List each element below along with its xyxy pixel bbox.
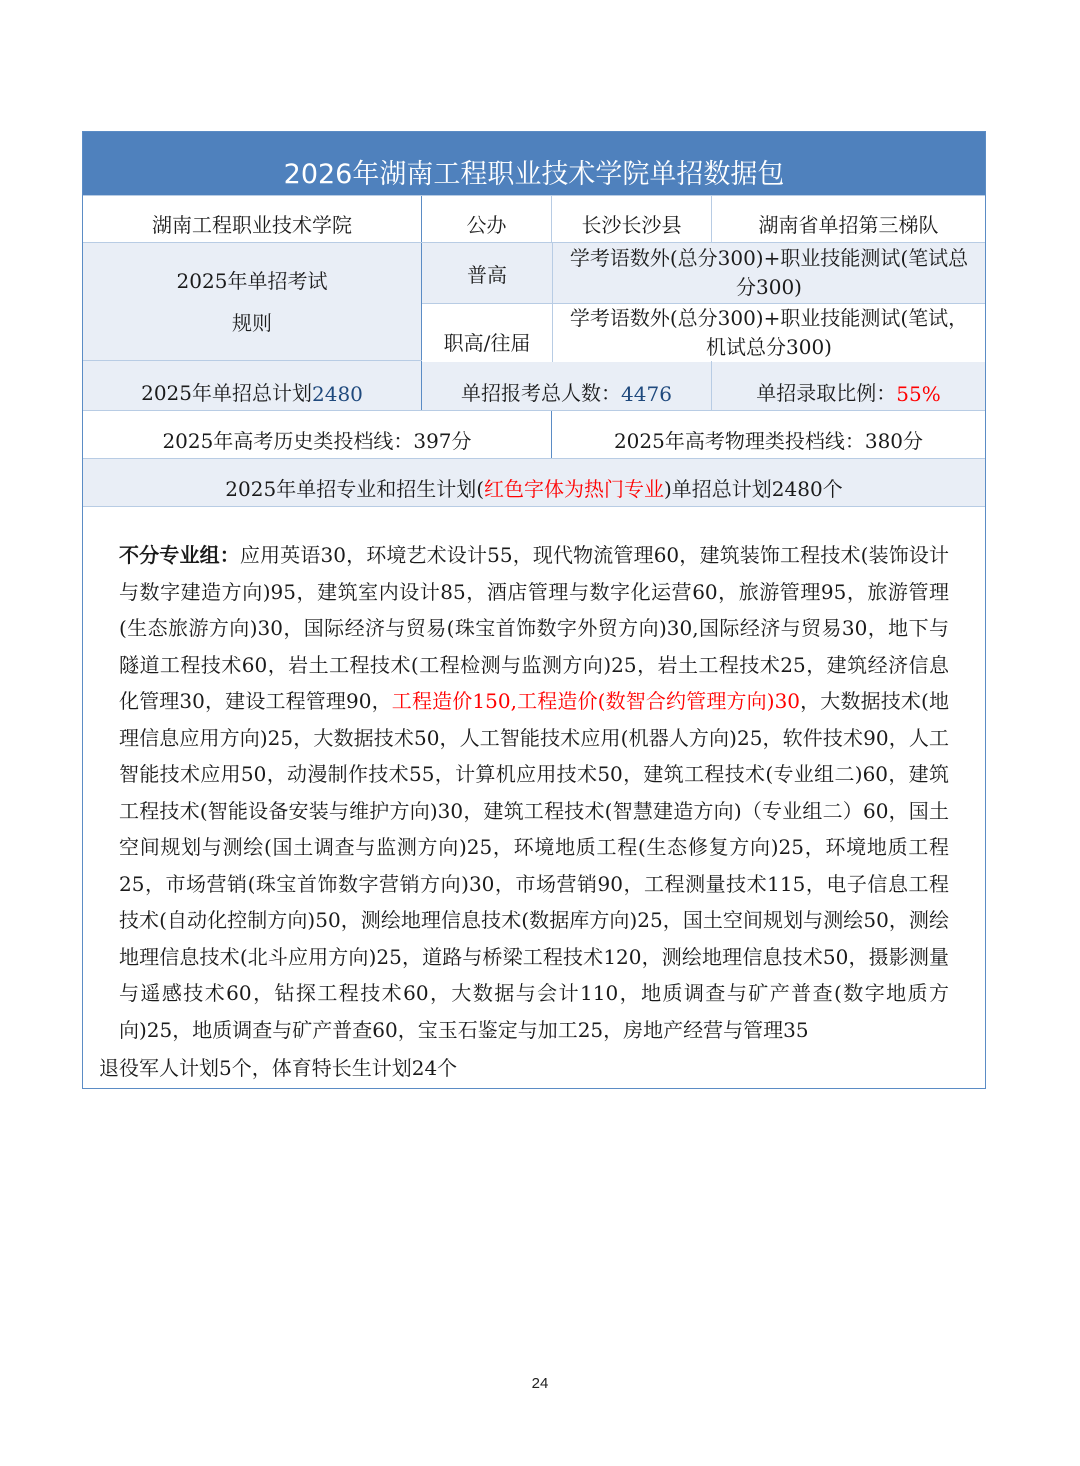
majors-list bbox=[83, 506, 985, 1052]
special-plans: 退役军人计划5个，体育特长生计划24个 bbox=[99, 1056, 458, 1080]
school-location: 长沙长沙县 bbox=[551, 196, 711, 242]
info-row bbox=[83, 195, 985, 242]
majors-header-suffix: )单招总计划2480个 bbox=[664, 477, 843, 501]
ratio-value: 55% bbox=[896, 382, 941, 406]
majors-header-row bbox=[83, 458, 985, 506]
data-table bbox=[82, 131, 986, 1089]
stats-row bbox=[83, 360, 985, 410]
rule-desc: 学考语数外(总分300)+职业技能测试(笔试，机试总分300) bbox=[552, 304, 985, 362]
exam-rules-details bbox=[421, 243, 985, 360]
majors-text-before: 应用英语30，环境艺术设计55，现代物流管理60，建筑装饰工程技术(装饰设计与数字建造方向)95，建筑室内设计85，酒店管理与数字化运营60，旅游管理95，旅游管理(生态旅游方向)30，国际经济与贸易(珠宝首饰数字外贸方向)30,国际经济与贸易30，地下与隧道工程技术60，岩土工程技术(工程检测与监测方向)25，岩土工程技术25，建筑经济信息化管理30，建设工程管理90， bbox=[119, 543, 950, 713]
school-name: 湖南工程职业技术学院 bbox=[152, 213, 352, 237]
total-plan bbox=[83, 361, 421, 410]
rule-desc: 学考语数外(总分300)+职业技能测试(笔试总分300) bbox=[552, 243, 985, 303]
cutoff-row bbox=[83, 410, 985, 458]
school-tier: 湖南省单招第三梯队 bbox=[711, 196, 985, 242]
school-type: 公办 bbox=[421, 196, 551, 242]
hot-major-separator: , bbox=[510, 689, 517, 713]
total-plan-label: 2025年单招总计划 bbox=[141, 381, 312, 405]
ratio-label: 单招录取比例： bbox=[756, 381, 897, 405]
rule-type: 普高 bbox=[422, 243, 552, 303]
majors-group-label: 不分专业组： bbox=[119, 543, 240, 567]
hot-major-2: 工程造价(数智合约管理方向)30 bbox=[516, 689, 801, 713]
document-title: 2026年湖南工程职业技术学院单招数据包 bbox=[83, 132, 985, 195]
exam-rules-section bbox=[83, 242, 985, 360]
physics-cutoff: 2025年高考物理类投档线：380分 bbox=[551, 411, 985, 458]
total-plan-value: 2480 bbox=[312, 382, 363, 406]
majors-header-prefix: 2025年单招专业和招生计划( bbox=[225, 477, 484, 501]
hot-major-1: 工程造价150 bbox=[391, 689, 511, 713]
majors-header bbox=[83, 459, 985, 506]
rule-row-vocational bbox=[422, 303, 985, 362]
total-applicants bbox=[421, 361, 711, 410]
exam-rules-label bbox=[83, 243, 421, 360]
applicants-value: 4476 bbox=[621, 382, 672, 406]
rule-type: 职高/往届 bbox=[422, 304, 552, 362]
majors-header-highlight: 红色字体为热门专业 bbox=[484, 477, 664, 501]
applicants-label: 单招报考总人数： bbox=[461, 381, 622, 405]
exam-rules-label-line2: 规则 bbox=[232, 310, 272, 335]
history-cutoff: 2025年高考历史类投档线：397分 bbox=[162, 429, 472, 453]
admission-ratio bbox=[711, 361, 985, 410]
rule-row-general-high bbox=[422, 243, 985, 303]
majors-text-after: ，大数据技术(地理信息应用方向)25，大数据技术50，人工智能技术应用(机器人方向)25，软件技术90，人工智能技术应用50，动漫制作技术55，计算机应用技术50，建筑工程技术(专业组二)60，建筑工程技术(智能设备安装与维护方向)30，建筑工程技术(智慧建造方向)（专业组二）60，国土空间规划与测绘(国土调查与监测方向)25，环境地质工程(生态修复方向)25，环境地质工程25，市场营销(珠宝首饰数字营销方向)30，市场营销90，工程测量技术115，电子信息工程技术(自动化控制方向)50，测绘地理信息技术(数据库方向)25，国土空间规划与测绘50，测绘地理信息技术(北斗应用方向)25，道路与桥梁工程技术120，测绘地理信息技术50，摄影测量与遥感技术60，钻探工程技术60，大数据与会计110，地质调查与矿产普查(数字地质方向)25，地质调查与矿产普查60，宝玉石鉴定与加工25，房地产经营与管理35 bbox=[119, 689, 949, 1042]
exam-rules-label-line1: 2025年单招考试 bbox=[176, 268, 328, 293]
page-number: 24 bbox=[531, 1375, 549, 1392]
